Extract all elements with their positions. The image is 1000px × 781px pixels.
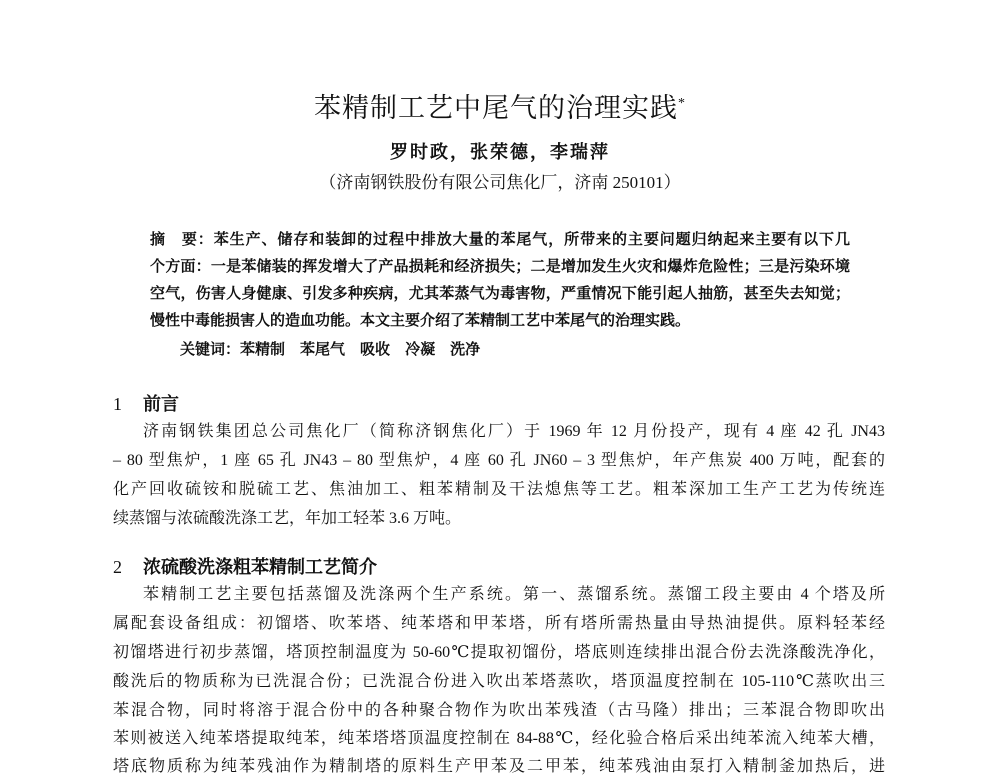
abstract-line: 慢性中毒能损害人的造血功能。本文主要介绍了苯精制工艺中苯尾气的治理实践。: [150, 313, 691, 329]
abstract-line: [150, 227, 850, 254]
keyword: 苯精制: [240, 342, 286, 358]
section-heading: [113, 390, 179, 416]
keywords: [180, 337, 480, 364]
body-line: 苯则被送入纯苯塔提取纯苯，纯苯塔塔顶温度控制在 84-88℃，经化验合格后采出纯苯流入纯苯大槽，: [113, 730, 885, 747]
abstract-line: 个方面：一是苯储装的挥发增大了产品损耗和经济损失；二是增加发生火灾和爆炸危险性；三是污染环境: [150, 259, 850, 275]
authors: 罗时政，张荣德，李瑞萍: [390, 142, 610, 162]
keyword: 洗净: [450, 342, 481, 358]
body-line: 济南钢铁集团总公司焦化厂（简称济钢焦化厂）于 1969 年 12 月份投产，现有 4 座 42 孔 JN43: [143, 423, 885, 440]
body-line: 续蒸馏与浓硫酸洗涤工艺，年加工轻苯 3.6 万吨。: [113, 510, 462, 527]
keyword: 吸收: [360, 342, 391, 358]
body-line: – 80 型焦炉，1 座 65 孔 JN43 – 80 型焦炉，4 座 60 孔 JN60 – 3 型焦炉，年产焦炭 400 万吨，配套的: [113, 452, 885, 469]
abstract-text: 苯生产、储存和装卸的过程中排放大量的苯尾气，所带来的主要问题归纳起来主要有以下几: [213, 232, 850, 248]
section-number: 1: [113, 394, 122, 414]
keywords-label: 关键词：: [180, 342, 241, 358]
body-line: 苯精制工艺主要包括蒸馏及洗涤两个生产系统。第一、蒸馏系统。蒸馏工段主要由 4 个塔及所: [143, 586, 885, 603]
body-line: 酸洗后的物质称为已洗混合份；已洗混合份进入吹出苯塔蒸吹，塔顶温度控制在 105-110℃蒸吹出三: [113, 673, 885, 690]
body-line: 塔底物质称为纯苯残油作为精制塔的原料生产甲苯及二甲苯，纯苯残油由泵打入精制釜加热后，进: [113, 758, 885, 775]
body-line: 化产回收硫铵和脱硫工艺、焦油加工、粗苯精制及干法熄焦等工艺。粗苯深加工生产工艺为传统连: [113, 481, 885, 498]
title-footnote-mark: *: [678, 96, 686, 111]
body-line: 初馏塔进行初步蒸馏，塔顶控制温度为 50-60℃提取初馏份，塔底则连续排出混合份去洗涤酸洗净化，: [113, 644, 885, 661]
body-line: 属配套设备组成：初馏塔、吹苯塔、纯苯塔和甲苯塔，所有塔所需热量由导热油提供。原料轻苯经: [113, 615, 885, 632]
section-title: 浓硫酸洗涤粗苯精制工艺简介: [143, 557, 377, 577]
keyword: 苯尾气: [300, 342, 346, 358]
section-heading: [113, 553, 377, 579]
keyword: 冷凝: [405, 342, 436, 358]
abstract-label: 摘 要：: [150, 232, 214, 248]
title-text: 苯精制工艺中尾气的治理实践: [314, 93, 678, 123]
section-number: 2: [113, 557, 122, 577]
paper-title: [0, 86, 1000, 125]
affiliation: （济南钢铁股份有限公司焦化厂，济南 250101）: [319, 173, 681, 192]
abstract-line: 空气，伤害人身健康、引发多种疾病，尤其苯蒸气为毒害物，严重情况下能引起人抽筋，甚至失去知觉；: [150, 286, 850, 302]
body-line: 苯混合物，同时将溶于混合份中的各种聚合物作为吹出苯残渣（古马隆）排出；三苯混合物即吹出: [113, 702, 885, 719]
section-title: 前言: [143, 394, 179, 414]
